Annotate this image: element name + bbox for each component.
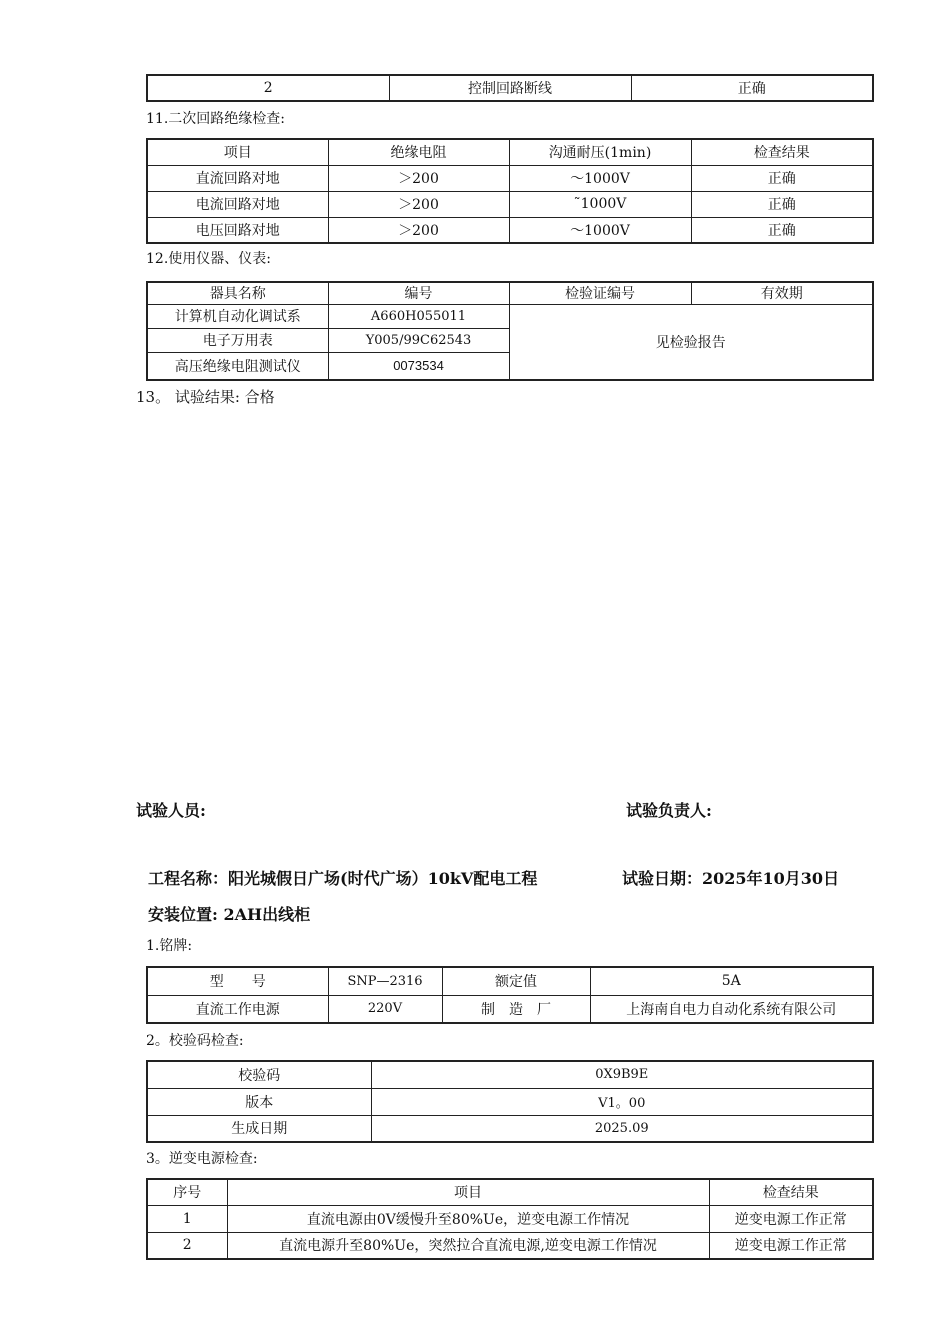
checksum-table (146, 1060, 874, 1143)
table-row (147, 165, 873, 191)
table-cell: 逆变电源工作正常 (709, 1232, 873, 1259)
table-cell: 1 (147, 1205, 227, 1232)
section-12-title: 12.使用仪器、仪表: (146, 251, 271, 267)
column-header: 序号 (147, 1179, 227, 1205)
table-cell: 0X9B9E (371, 1061, 873, 1088)
table-header-row (147, 1179, 873, 1205)
table-cell: 直流电源由0V缓慢升至80%Ue，逆变电源工作情况 (227, 1205, 709, 1232)
table-row (147, 75, 873, 101)
project-name: 工程名称：阳光城假日广场(时代广场）10kV配电工程 (148, 869, 538, 888)
table-cell: 额定值 (442, 967, 590, 995)
table-header-row (147, 282, 873, 304)
inverter-title: 3。逆变电源检查: (146, 1151, 258, 1167)
table-row (147, 1232, 873, 1259)
column-header: 检查结果 (709, 1179, 873, 1205)
table-header-row (147, 139, 873, 165)
table-row (147, 1088, 873, 1115)
table-cell: 高压绝缘电阻测试仪 (147, 352, 328, 380)
section-11-title: 11.二次回路绝缘检查: (146, 111, 285, 127)
table-cell: A660H055011 (328, 304, 509, 328)
table-row (147, 995, 873, 1023)
inverter-table (146, 1178, 874, 1260)
tester-signature-label: 试验人员: (136, 801, 206, 820)
control-circuit-table (146, 74, 874, 102)
table-cell: 0073534 (328, 352, 509, 380)
table-cell: 制 造 厂 (442, 995, 590, 1023)
table-cell: ＞200 (328, 191, 509, 217)
table-cell: SNP—2316 (328, 967, 442, 995)
table-row (147, 1205, 873, 1232)
table-cell: 型 号 (147, 967, 328, 995)
table-cell: 正确 (691, 165, 873, 191)
table-cell: 220V (328, 995, 442, 1023)
table-cell: 5A (590, 967, 873, 995)
table-cell: V1。00 (371, 1088, 873, 1115)
table-cell: ～1000V (509, 165, 691, 191)
checksum-title: 2。校验码检查: (146, 1033, 244, 1049)
table-cell: 直流工作电源 (147, 995, 328, 1023)
table-cell: 生成日期 (147, 1115, 371, 1142)
table-row (147, 217, 873, 243)
table-cell: 2 (147, 75, 389, 101)
test-date: 试验日期：2025年10月30日 (622, 869, 840, 888)
install-location: 安装位置: 2AH出线柜 (148, 905, 311, 924)
column-header: 检验证编号 (509, 282, 691, 304)
column-header: 沟通耐压(1min) (509, 139, 691, 165)
table-cell: 2025.09 (371, 1115, 873, 1142)
nameplate-table (146, 966, 874, 1024)
table-row (147, 304, 873, 328)
table-row (147, 191, 873, 217)
table-cell: 直流电源升至80%Ue，突然拉合直流电源,逆变电源工作情况 (227, 1232, 709, 1259)
column-header: 有效期 (691, 282, 873, 304)
nameplate-title: 1.铭牌: (146, 938, 193, 954)
merged-note-cell: 见检验报告 (509, 304, 873, 380)
table-cell: 电子万用表 (147, 328, 328, 352)
column-header: 项目 (147, 139, 328, 165)
column-header: 器具名称 (147, 282, 328, 304)
table-cell: 正确 (691, 191, 873, 217)
table-cell: 电压回路对地 (147, 217, 328, 243)
supervisor-signature-label: 试验负责人: (626, 801, 712, 820)
table-row (147, 1115, 873, 1142)
table-cell: 控制回路断线 (389, 75, 631, 101)
table-cell: ～1000V (509, 217, 691, 243)
column-header: 检查结果 (691, 139, 873, 165)
table-cell: 电流回路对地 (147, 191, 328, 217)
table-cell: 正确 (631, 75, 873, 101)
column-header: 绝缘电阻 (328, 139, 509, 165)
table-cell: 逆变电源工作正常 (709, 1205, 873, 1232)
insulation-check-table (146, 138, 874, 244)
table-cell: Y005/99C62543 (328, 328, 509, 352)
table-row (147, 1061, 873, 1088)
table-cell: 版本 (147, 1088, 371, 1115)
table-row (147, 967, 873, 995)
column-header: 项目 (227, 1179, 709, 1205)
table-cell: 直流回路对地 (147, 165, 328, 191)
table-cell: ＞200 (328, 165, 509, 191)
table-cell: 2 (147, 1232, 227, 1259)
table-cell: ˜1000V (509, 191, 691, 217)
table-cell: 上海南自电力自动化系统有限公司 (590, 995, 873, 1023)
table-cell: 校验码 (147, 1061, 371, 1088)
column-header: 编号 (328, 282, 509, 304)
table-cell: 计算机自动化调试系 (147, 304, 328, 328)
section-13-result: 13。 试验结果: 合格 (136, 388, 275, 406)
table-cell: ＞200 (328, 217, 509, 243)
table-cell: 正确 (691, 217, 873, 243)
instruments-table (146, 281, 874, 381)
